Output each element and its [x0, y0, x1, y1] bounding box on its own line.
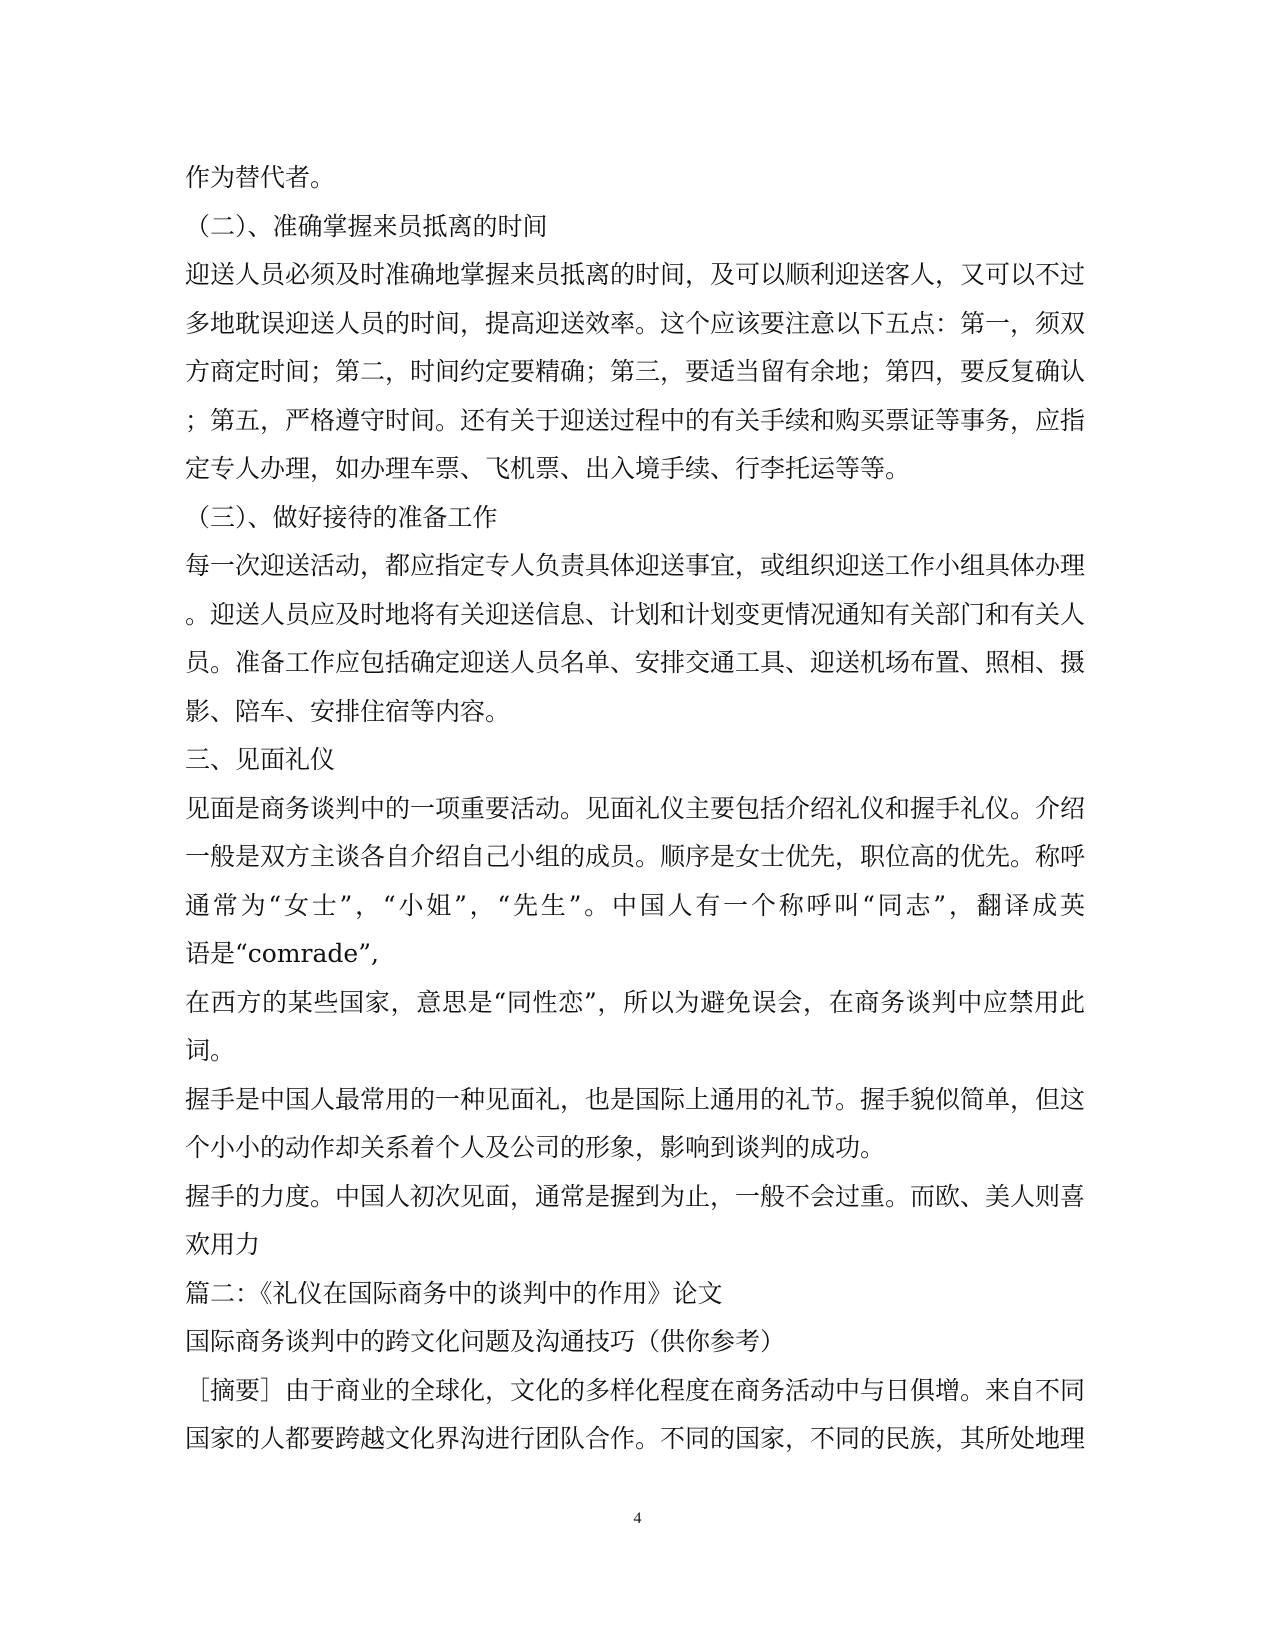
text-line: 员。准备工作应包括确定迎送人员名单、安排交通工具、迎送机场布置、照相、摄: [185, 648, 1086, 677]
text-line: 定专人办理，如办理车票、飞机票、出入境手续、行李托运等等。: [185, 454, 911, 483]
text-line: 词。: [185, 1036, 236, 1065]
text-line: 迎送人员必须及时准确地掌握来员抵离的时间，及可以顺利迎送客人，又可以不过: [185, 260, 1086, 289]
section-heading: 三、见面礼仪: [185, 745, 336, 774]
text-line: ；第五，严格遵守时间。还有关于迎送过程中的有关手续和购买票证等事务，应指: [185, 405, 1086, 435]
text-line: 语是“comrade”,: [185, 939, 379, 968]
text-line: 个小小的动作却关系着个人及公司的形象，影响到谈判的成功。: [185, 1133, 886, 1162]
text-line: 握手是中国人最常用的一种见面礼，也是国际上通用的礼节。握手貌似简单，但这: [185, 1084, 1086, 1114]
article-title: 篇二：《礼仪在国际商务中的谈判中的作用》论文: [185, 1278, 723, 1308]
abstract-line: 国家的人都要跨越文化界沟进行团队合作。不同的国家，不同的民族，其所处地理: [185, 1424, 1086, 1453]
text-line: 通常为“女士”，“小姐”，“先生”。中国人有一个称呼叫“同志”，翻译成英: [185, 890, 1085, 920]
text-line: 影、陪车、安排住宿等内容。: [185, 696, 511, 726]
text-line: 作为替代者。: [185, 163, 336, 192]
section-heading: （三）、做好接待的准备工作: [185, 502, 498, 532]
section-heading: （二）、准确掌握来员抵离的时间: [185, 211, 548, 241]
text-line: 一般是双方主谈各自介绍自己小组的成员。顺序是女士优先，职位高的优先。称呼: [185, 842, 1086, 871]
text-line: 多地耽误迎送人员的时间，提高迎送效率。这个应该要注意以下五点：第一，须双: [185, 308, 1086, 338]
text-line: 每一次迎送活动，都应指定专人负责具体迎送事宜，或组织迎送工作小组具体办理: [185, 551, 1086, 580]
article-subtitle: 国际商务谈判中的跨文化问题及沟通技巧（供你参考）: [185, 1327, 786, 1356]
text-line: 见面是商务谈判中的一项重要活动。见面礼仪主要包括介绍礼仪和握手礼仪。介绍: [185, 793, 1086, 823]
text-line: 在西方的某些国家，意思是“同性恋”，所以为避免误会，在商务谈判中应禁用此: [185, 987, 1085, 1017]
text-line: 欢用力: [185, 1230, 261, 1259]
body-text: [185, 154, 1085, 1464]
text-line: 。迎送人员应及时地将有关迎送信息、计划和计划变更情况通知有关部门和有关人: [185, 599, 1086, 629]
page-number: 4: [633, 1510, 642, 1527]
abstract-line: ［摘要］由于商业的全球化，文化的多样化程度在商务活动中与日俱增。来自不同: [185, 1375, 1086, 1405]
text-line: 方商定时间；第二，时间约定要精确；第三，要适当留有余地；第四，要反复确认: [185, 357, 1086, 386]
text-line: 握手的力度。中国人初次见面，通常是握到为止，一般不会过重。而欧、美人则喜: [185, 1181, 1086, 1211]
